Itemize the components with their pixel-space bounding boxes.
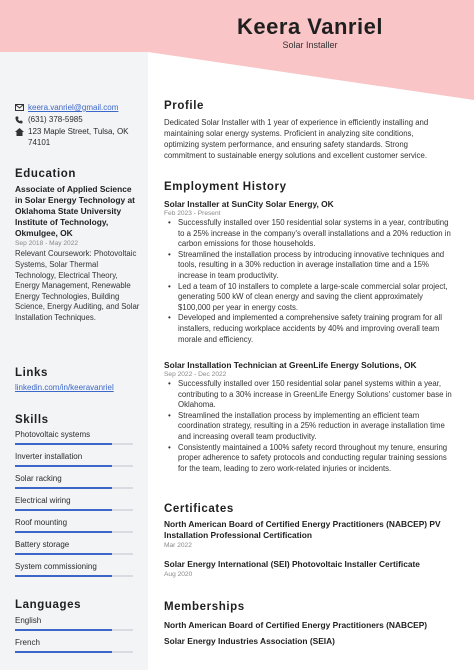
job-title: Solar Installer at SunCity Solar Energy, OK [164,199,334,209]
job-bullet: • Streamlined the installation process by implementing an efficient team coordination strategy, resulting in a 25% reduction in average installation time and increasing overall team productivity. [164,411,456,443]
skill-item [15,518,133,540]
language-bar-fill [15,651,112,653]
language-item [15,638,133,660]
certificate-title: North American Board of Certified Energy Practitioners (NABCEP) PV Installation Professional Certification [164,519,441,541]
email-link[interactable]: keera.vanriel@gmail.com [28,103,119,112]
skill-bar [15,465,133,467]
contact-block [14,102,144,148]
phone-icon [14,116,24,124]
linkedin-link[interactable]: linkedin.com/in/keeravanriel [15,383,114,392]
skill-bar-fill [15,531,112,533]
job-bullet: • Streamlined the installation process by introducing innovative techniques and tools, resulting in a 30% reduction in average installation time and a 15% increase in team productivity. [164,250,456,282]
address: 123 Maple Street, Tulsa, OK 74101 [28,127,129,147]
skill-bar-fill [15,443,112,445]
skill-item [15,496,133,518]
links-heading: Links [15,367,49,379]
education-dates: Sep 2018 - May 2022 [15,240,79,248]
profile-heading: Profile [164,100,204,112]
employment-heading: Employment History [164,181,287,193]
job-bullet: • Consistently maintained a 100% safety record throughout my tenure, ensuring proper adherence to safety protocols and conducting regular training sessions for the team, leading to zero work-related injuries or incidents. [164,443,456,475]
skill-bar [15,575,133,577]
language-bar [15,629,133,631]
skill-label: Roof mounting [15,518,68,527]
skill-bar-fill [15,575,112,577]
membership-item: North American Board of Certified Energy Practitioners (NABCEP) [164,620,428,630]
skill-bar [15,487,133,489]
language-bar-fill [15,629,112,631]
certificate-date: Mar 2022 [164,542,192,550]
education-degree: Associate of Applied Science in Solar Energy Technology at Oklahoma State University Institute of Technology, Okmulgee, OK [15,184,135,239]
skills-heading: Skills [15,414,49,426]
languages-heading: Languages [15,599,82,611]
language-label: French [15,638,40,647]
candidate-name: Keera Vanriel [237,14,383,39]
skill-bar-fill [15,465,112,467]
job-entry [164,199,456,345]
skill-item [15,474,133,496]
memberships-heading: Memberships [164,601,245,613]
skill-bar [15,531,133,533]
language-bar [15,651,133,653]
job-dates: Feb 2023 - Present [164,210,221,217]
skill-bar [15,443,133,445]
language-item [15,616,133,638]
skill-bar-fill [15,509,112,511]
skill-bar [15,509,133,511]
languages-list [15,616,133,660]
certificates-heading: Certificates [164,503,234,515]
job-bullet: • Led a team of 10 installers to complete a large-scale commercial solar project, generating 500 kW of clean energy and saving the client approximately $100,000 per year in energy costs. [164,282,456,314]
skill-label: Solar racking [15,474,62,483]
job-bullets [164,379,456,474]
job-bullet: • Successfully installed over 150 residential solar panel systems within a year, contributing to a 30% increase in GreenLife Energy Solutions' customer base in Oklahoma. [164,379,456,411]
phone-number: (631) 378-5985 [28,115,83,124]
job-dates: Sep 2022 - Dec 2022 [164,371,227,378]
job-bullet: • Successfully installed over 150 residential solar systems in a year, contributing to a 25% increase in the company's overall installations and a 20% reduction in carbon emissions for those households. [164,218,456,250]
certificate-entry [164,559,454,578]
certificate-title: Solar Energy International (SEI) Photovoltaic Installer Certificate [164,559,420,569]
skills-list [15,430,133,584]
skill-label: Battery storage [15,540,70,549]
home-icon [14,128,24,136]
profile-text: Dedicated Solar Installer with 1 year of experience in efficiently installing and maintaining solar energy systems. Proficient in analyzing site conditions, optimizing system performance, and ensuring safety standards. Strong commitment to sustainable energy solutions and excellent customer service. [164,118,429,161]
certificate-entry [164,519,454,549]
job-bullet: • Developed and implemented a comprehensive safety training program for all installers, reducing workplace accidents by 40% and improving overall team morale and efficiency. [164,313,456,345]
education-coursework: Relevant Coursework: Photovoltaic Systems, Solar Thermal Technology, Electrical Theory, Energy Management, Renewable Energy Technologies, Building Science, Energy Auditing, and Solar Installation Techniques. [15,249,140,323]
skill-label: Photovoltaic systems [15,430,91,439]
membership-item: Solar Energy Industries Association (SEIA) [164,636,335,646]
job-bullets [164,218,456,345]
skill-item [15,452,133,474]
email-icon [14,104,24,111]
education-heading: Education [15,168,76,180]
skill-item [15,562,133,584]
education-entry [15,184,140,324]
skill-label: Inverter installation [15,452,83,461]
candidate-title: Solar Installer [282,40,338,50]
skill-bar-fill [15,487,112,489]
skill-label: System commissioning [15,562,97,571]
job-title: Solar Installation Technician at GreenLife Energy Solutions, OK [164,360,417,370]
job-entry [164,360,456,474]
skill-label: Electrical wiring [15,496,71,505]
links-list [15,383,114,392]
certificate-date: Aug 2020 [164,571,193,579]
skill-item [15,430,133,452]
skill-bar [15,553,133,555]
skill-bar-fill [15,553,112,555]
language-label: English [15,616,42,625]
skill-item [15,540,133,562]
